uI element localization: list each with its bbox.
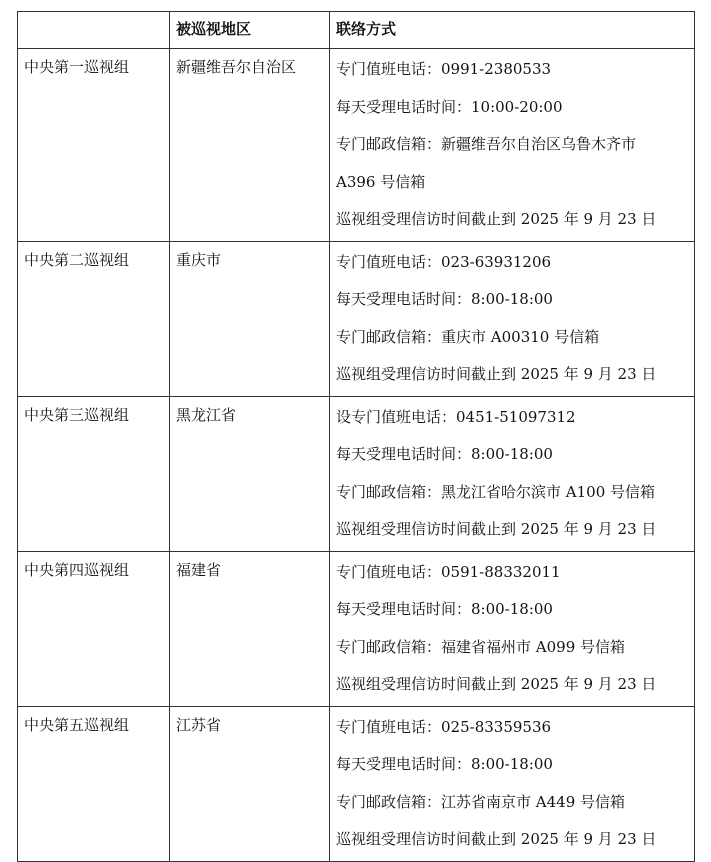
inspection-contact-table (17, 11, 695, 862)
header-region: 被巡视地区 (170, 12, 330, 49)
deadline-line: 巡视组受理信访时间截止到 2025 年 9 月 23 日 (336, 520, 657, 538)
header-group (18, 12, 170, 49)
table-row (18, 706, 695, 861)
phone-hours-line: 每天受理电话时间：8:00-18:00 (336, 600, 553, 618)
phone-hours-line: 每天受理电话时间：10:00-20:00 (336, 97, 563, 116)
contact-cell (330, 49, 695, 242)
table-row (18, 551, 695, 706)
phone-hours-line: 每天受理电话时间：8:00-18:00 (336, 445, 553, 463)
table-row (18, 49, 695, 242)
deadline-line: 巡视组受理信访时间截止到 2025 年 9 月 23 日 (336, 675, 657, 693)
header-row (18, 12, 695, 49)
phone-line: 专门值班电话：0991-2380533 (336, 60, 552, 78)
group-name-cell: 中央第一巡视组 (18, 49, 170, 242)
phone-hours-line: 每天受理电话时间：8:00-18:00 (336, 755, 553, 773)
region-cell: 新疆维吾尔自治区 (170, 49, 330, 242)
contact-cell (330, 396, 695, 551)
contact-cell (330, 706, 695, 861)
deadline-line: 巡视组受理信访时间截止到 2025 年 9 月 23 日 (336, 830, 657, 848)
group-name-cell: 中央第二巡视组 (18, 241, 170, 396)
group-name-cell: 中央第四巡视组 (18, 551, 170, 706)
phone-hours-line: 每天受理电话时间：8:00-18:00 (336, 290, 553, 308)
mailbox-line-continued: A396 号信箱 (336, 172, 426, 191)
region-cell: 福建省 (170, 551, 330, 706)
region-cell: 重庆市 (170, 241, 330, 396)
phone-line: 专门值班电话：025-83359536 (336, 717, 552, 736)
region-cell: 江苏省 (170, 706, 330, 861)
region-cell: 黑龙江省 (170, 396, 330, 551)
mailbox-line: 专门邮政信箱：江苏省南京市 A449 号信箱 (336, 792, 626, 811)
group-name-cell: 中央第三巡视组 (18, 396, 170, 551)
contact-cell (330, 551, 695, 706)
mailbox-line: 专门邮政信箱：福建省福州市 A099 号信箱 (336, 637, 626, 656)
mailbox-line: 专门邮政信箱：重庆市 A00310 号信箱 (336, 327, 600, 346)
deadline-line: 巡视组受理信访时间截止到 2025 年 9 月 23 日 (336, 365, 657, 383)
phone-line: 设专门值班电话：0451-51097312 (336, 407, 576, 426)
phone-line: 专门值班电话：0591-88332011 (336, 562, 561, 581)
phone-line: 专门值班电话：023-63931206 (336, 252, 552, 271)
table-row (18, 396, 695, 551)
mailbox-line: 专门邮政信箱：新疆维吾尔自治区乌鲁木齐市 (336, 135, 637, 153)
contact-cell (330, 241, 695, 396)
table-row (18, 241, 695, 396)
header-contact: 联络方式 (330, 12, 695, 49)
deadline-line: 巡视组受理信访时间截止到 2025 年 9 月 23 日 (336, 210, 657, 228)
group-name-cell: 中央第五巡视组 (18, 706, 170, 861)
mailbox-line: 专门邮政信箱：黑龙江省哈尔滨市 A100 号信箱 (336, 482, 656, 501)
